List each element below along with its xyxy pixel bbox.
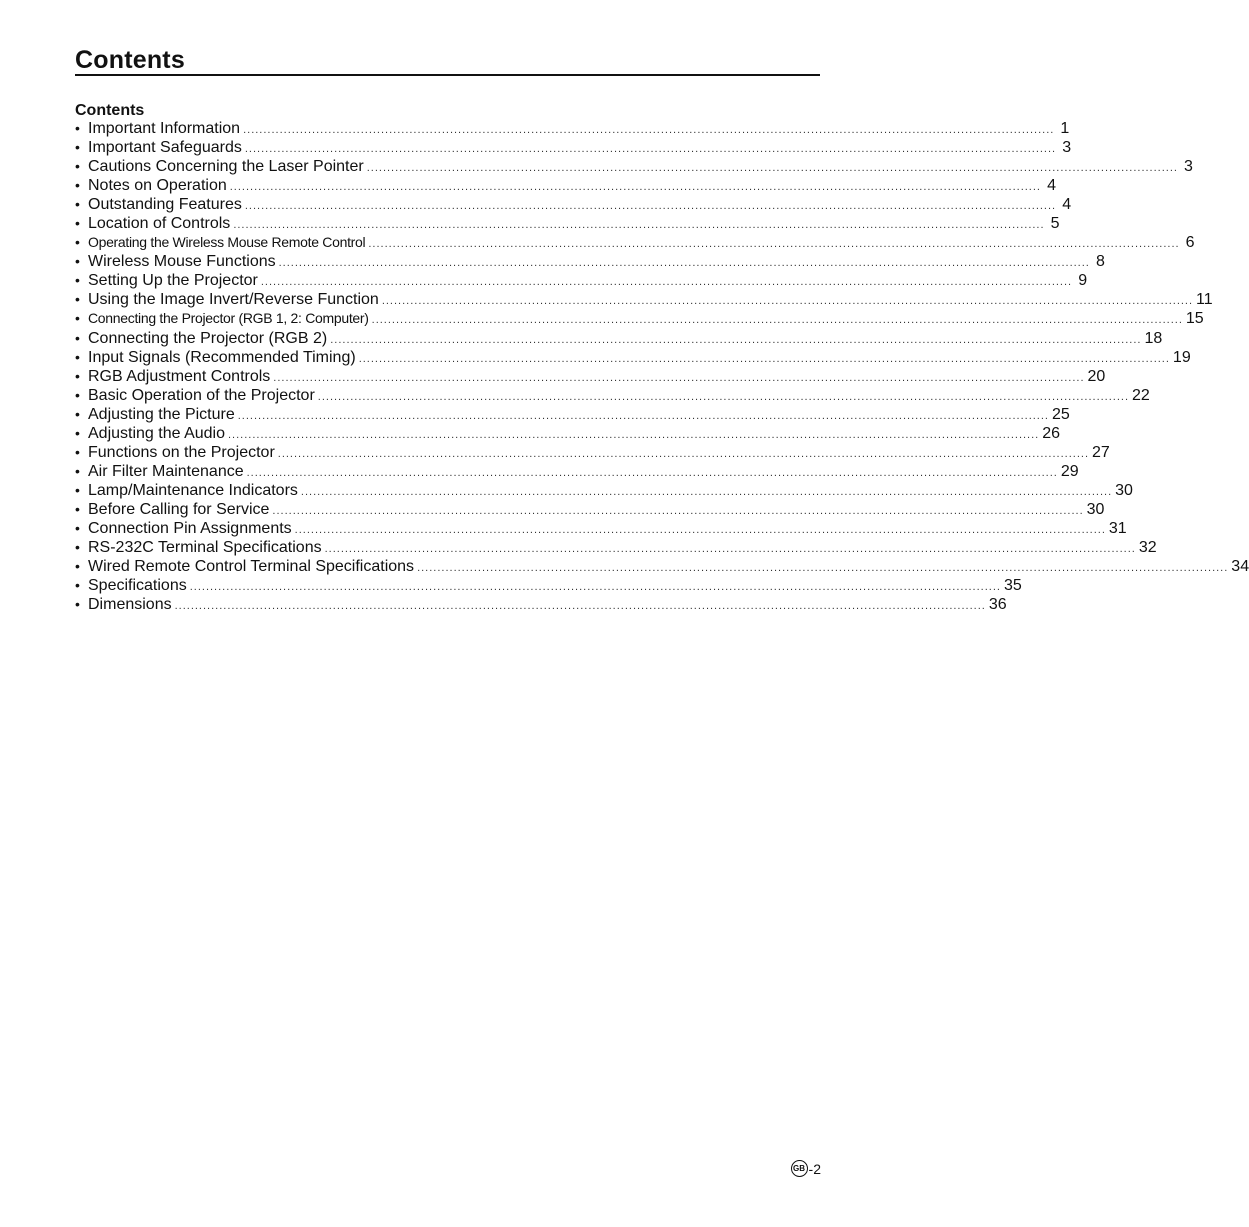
toc-entry-page: 35 xyxy=(1003,577,1022,595)
dot-leader: ........................................................................................................................................................................................................ xyxy=(246,466,1058,479)
bullet-icon: • xyxy=(75,386,80,403)
toc-entry[interactable] xyxy=(75,462,1079,481)
bullet-icon: • xyxy=(75,234,80,251)
toc-entry-page: 5 xyxy=(1050,215,1060,233)
toc-entry[interactable] xyxy=(75,138,1072,157)
toc-entry[interactable] xyxy=(75,195,1072,214)
toc-entry[interactable] xyxy=(75,481,1133,500)
toc-entry-label: Lamp/Maintenance Indicators xyxy=(88,481,298,499)
toc-entry[interactable] xyxy=(75,309,1204,328)
toc-list xyxy=(75,119,1249,614)
toc-entry-label: Functions on the Projector xyxy=(88,443,275,461)
bullet-icon: • xyxy=(75,120,80,136)
toc-entry[interactable] xyxy=(75,348,1191,367)
toc-entry-page: 25 xyxy=(1051,405,1070,423)
bullet-icon: • xyxy=(75,577,80,594)
bullet-icon: • xyxy=(75,291,80,308)
bullet-icon: • xyxy=(75,424,80,441)
bullet-icon: • xyxy=(75,481,80,498)
bullet-icon: • xyxy=(75,367,80,384)
dot-leader: ........................................................................................................................................................................................................ xyxy=(371,314,1183,327)
page-number: -2 xyxy=(808,1160,821,1177)
toc-entry-page: 29 xyxy=(1060,462,1079,480)
toc-entry[interactable] xyxy=(75,233,1195,252)
toc-entry-page: 26 xyxy=(1042,424,1061,442)
toc-entry-page: 31 xyxy=(1108,519,1127,537)
bullet-icon: • xyxy=(75,215,80,232)
toc-entry-label: Specifications xyxy=(88,577,187,595)
bullet-icon: • xyxy=(75,158,80,175)
toc-entry[interactable] xyxy=(75,271,1088,290)
toc-entry-page: 19 xyxy=(1172,348,1191,366)
bullet-icon: • xyxy=(75,558,80,575)
bullet-icon: • xyxy=(75,519,80,536)
toc-entry[interactable] xyxy=(75,290,1213,309)
toc-entry-page: 4 xyxy=(1062,196,1072,214)
bullet-icon: • xyxy=(75,177,80,194)
toc-entry-label: Wireless Mouse Functions xyxy=(88,253,276,271)
bullet-icon: • xyxy=(75,253,80,270)
toc-entry[interactable] xyxy=(75,557,1249,576)
toc-entry[interactable] xyxy=(75,405,1070,424)
dot-leader: ........................................................................................................................................................................................................ xyxy=(366,162,1178,175)
toc-entry-page: 34 xyxy=(1231,558,1249,576)
dot-leader: ........................................................................................................................................................................................................ xyxy=(273,371,1085,384)
toc-entry-label: Connecting the Projector (RGB 1, 2: Computer) xyxy=(88,310,369,327)
toc-entry-label: Important Safeguards xyxy=(88,139,242,157)
toc-entry-label: Adjusting the Picture xyxy=(88,405,235,423)
bullet-icon: • xyxy=(75,443,80,460)
toc-entry-label: Notes on Operation xyxy=(88,177,227,195)
toc-entry-label: Setting Up the Projector xyxy=(88,272,258,290)
dot-leader: ........................................................................................................................................................................................................ xyxy=(272,504,1084,517)
toc-entry-label: Basic Operation of the Projector xyxy=(88,386,315,404)
dot-leader: ........................................................................................................................................................................................................ xyxy=(233,219,1045,232)
toc-entry-label: RGB Adjustment Controls xyxy=(88,367,271,385)
toc-entry-page: 1 xyxy=(1060,120,1070,137)
dot-leader: ........................................................................................................................................................................................................ xyxy=(294,523,1106,536)
dot-leader: ........................................................................................................................................................................................................ xyxy=(174,600,986,613)
toc-entry-page: 15 xyxy=(1185,310,1204,328)
dot-leader: ........................................................................................................................................................................................................ xyxy=(244,143,1057,156)
dot-leader: ........................................................................................................................................................................................................ xyxy=(324,543,1136,556)
bullet-icon: • xyxy=(75,405,80,422)
toc-entry[interactable] xyxy=(75,252,1105,271)
bullet-icon: • xyxy=(75,539,80,556)
dot-leader: ........................................................................................................................................................................................................ xyxy=(278,257,1090,270)
toc-entry-page: 22 xyxy=(1132,386,1150,404)
dot-leader: ........................................................................................................................................................................................................ xyxy=(300,485,1113,498)
dot-leader: ........................................................................................................................................................................................................ xyxy=(260,276,1073,289)
toc-entry-page: 30 xyxy=(1086,500,1105,518)
toc-entry-page: 30 xyxy=(1115,481,1133,499)
toc-entry[interactable] xyxy=(75,386,1150,405)
toc-entry[interactable] xyxy=(75,176,1056,195)
toc-heading: Contents xyxy=(75,102,145,119)
page-title: Contents xyxy=(75,46,185,74)
toc-entry[interactable] xyxy=(75,519,1127,538)
toc-entry[interactable] xyxy=(75,576,1022,595)
toc-entry-label: Input Signals (Recommended Timing) xyxy=(88,348,356,366)
dot-leader: ........................................................................................................................................................................................................ xyxy=(243,124,1055,136)
bullet-icon: • xyxy=(75,272,80,289)
toc-entry-page: 36 xyxy=(988,596,1007,614)
toc-entry[interactable] xyxy=(75,538,1157,557)
bullet-icon: • xyxy=(75,139,80,156)
dot-leader: ........................................................................................................................................................................................................ xyxy=(417,562,1229,575)
toc-entry-label: RS-232C Terminal Specifications xyxy=(88,539,322,557)
toc-entry-label: Air Filter Maintenance xyxy=(88,462,244,480)
toc-entry[interactable] xyxy=(75,329,1163,348)
toc-entry[interactable] xyxy=(75,367,1106,386)
dot-leader: ........................................................................................................................................................................................................ xyxy=(381,295,1194,308)
toc-entry-label: Operating the Wireless Mouse Remote Control xyxy=(88,234,366,251)
toc-entry-label: Outstanding Features xyxy=(88,196,242,214)
bullet-icon: • xyxy=(75,196,80,213)
toc-entry-label: Connection Pin Assignments xyxy=(88,519,292,537)
dot-leader: ........................................................................................................................................................................................................ xyxy=(229,181,1041,194)
dot-leader: ........................................................................................................................................................................................................ xyxy=(317,390,1130,403)
dot-leader: ........................................................................................................................................................................................................ xyxy=(237,409,1049,422)
bullet-icon: • xyxy=(75,329,80,346)
dot-leader: ........................................................................................................................................................................................................ xyxy=(228,428,1040,441)
dot-leader: ........................................................................................................................................................................................................ xyxy=(330,333,1142,346)
toc-entry-page: 18 xyxy=(1144,329,1163,347)
dot-leader: ........................................................................................................................................................................................................ xyxy=(277,447,1089,460)
toc-entry[interactable] xyxy=(75,214,1060,233)
gb-language-icon: GB xyxy=(791,1160,808,1177)
toc-entry[interactable] xyxy=(75,443,1110,462)
toc-entry-page: 8 xyxy=(1095,253,1105,271)
toc-entry[interactable] xyxy=(75,595,1007,614)
toc-entry-page: 11 xyxy=(1196,291,1213,309)
toc-entry-page: 9 xyxy=(1078,272,1088,290)
toc-entry-page: 27 xyxy=(1092,443,1110,461)
toc-entry[interactable] xyxy=(75,500,1105,519)
toc-entry-page: 3 xyxy=(1184,158,1193,176)
bullet-icon: • xyxy=(75,500,80,517)
dot-leader: ........................................................................................................................................................................................................ xyxy=(358,352,1170,365)
toc-entry-label: Adjusting the Audio xyxy=(88,424,225,442)
bullet-icon: • xyxy=(75,596,80,613)
toc-entry-page: 6 xyxy=(1185,234,1195,252)
toc-entry-label: Before Calling for Service xyxy=(88,500,270,518)
bullet-icon: • xyxy=(75,310,80,327)
toc-entry-page: 4 xyxy=(1047,177,1056,195)
toc-entry-label: Wired Remote Control Terminal Specifications xyxy=(88,558,415,576)
dot-leader: ........................................................................................................................................................................................................ xyxy=(244,200,1057,213)
toc-entry[interactable] xyxy=(75,157,1193,176)
title-rule xyxy=(75,74,820,76)
toc-entry-label: Connecting the Projector (RGB 2) xyxy=(88,329,328,347)
toc-entry-page: 3 xyxy=(1062,139,1072,157)
toc-entry-label: Location of Controls xyxy=(88,215,231,233)
toc-entry[interactable] xyxy=(75,119,1070,138)
toc-entry-page: 20 xyxy=(1087,367,1106,385)
bullet-icon: • xyxy=(75,462,80,479)
bullet-icon: • xyxy=(75,348,80,365)
toc-entry-label: Using the Image Invert/Reverse Function xyxy=(88,291,379,309)
dot-leader: ........................................................................................................................................................................................................ xyxy=(368,238,1180,251)
toc-entry[interactable] xyxy=(75,424,1061,443)
page-footer xyxy=(791,1160,821,1177)
toc-entry-label: Important Information xyxy=(88,120,241,137)
toc-entry-label: Cautions Concerning the Laser Pointer xyxy=(88,158,364,176)
dot-leader: ........................................................................................................................................................................................................ xyxy=(189,581,1001,594)
toc-entry-page: 32 xyxy=(1138,539,1157,557)
toc-entry-label: Dimensions xyxy=(88,596,172,614)
